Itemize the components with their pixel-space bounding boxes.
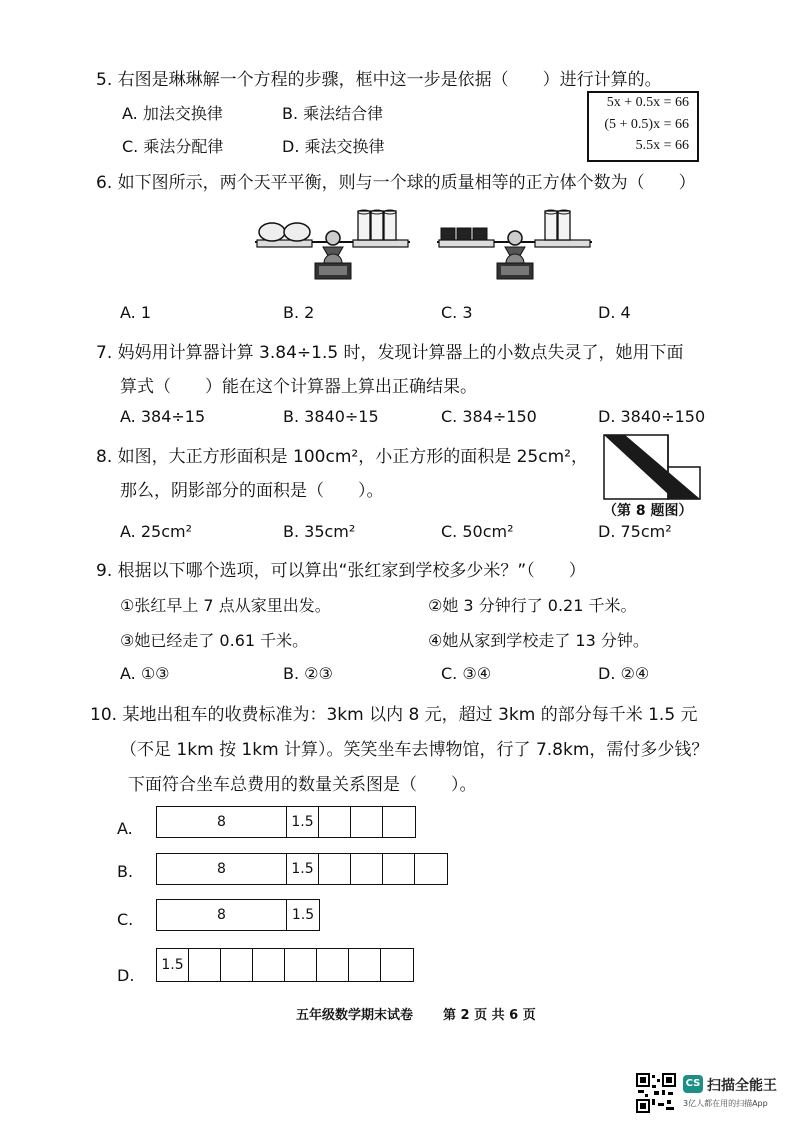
qr-code-icon: [636, 1073, 676, 1113]
watermark-brand: 扫描全能王: [707, 1078, 777, 1094]
q10-bar-b-cell: [383, 854, 415, 884]
q10-bar-a-cell: [383, 807, 415, 837]
q7-option-c: C. 384÷150: [441, 407, 537, 426]
q9-option-a: A. ①③: [120, 664, 170, 683]
q10-bar-c-unit: 1.5: [291, 907, 315, 923]
balance-scale-left: [255, 205, 410, 285]
q9-fact-1: ①张红早上 7 点从家里出发。: [120, 596, 331, 615]
q10-stem-line3: 下面符合坐车总费用的数量关系图是（ ）。: [128, 775, 477, 795]
q7-stem-line2: 算式（ ）能在这个计算器上算出正确结果。: [120, 377, 477, 397]
q5-stem: 5. 右图是琳琳解一个方程的步骤，框中这一步是依据（ ）进行计算的。: [96, 70, 662, 90]
q10-bar-d-cell: [317, 949, 349, 981]
q10-bar-d-cell: [221, 949, 253, 981]
q10-bar-a: [156, 806, 416, 838]
q8-option-b: B. 35cm²: [283, 522, 356, 541]
q5-equation-2: (5 + 0.5)x = 66: [604, 117, 689, 132]
q9-option-d: D. ②④: [598, 664, 650, 683]
q5-option-d: D. 乘法交换律: [282, 137, 385, 156]
q7-option-d: D. 3840÷150: [598, 407, 706, 426]
q8-option-c: C. 50cm²: [441, 522, 514, 541]
q6-stem: 6. 如下图所示，两个天平平衡，则与一个球的质量相等的正方体个数为（ ）: [96, 173, 696, 193]
watermark-tagline: 3亿人都在用的扫描App: [683, 1099, 768, 1108]
q10-bar-d: [156, 948, 414, 982]
q10-bar-d-unit: 1.5: [157, 949, 189, 981]
q10-label-d: D.: [117, 966, 135, 985]
q8-figure-caption: （第 8 题图）: [603, 503, 693, 519]
q9-option-c: C. ③④: [441, 664, 492, 683]
q10-bar-b: [156, 853, 448, 885]
q9-stem: 9. 根据以下哪个选项，可以算出“张红家到学校多少米？”（ ）: [96, 561, 586, 581]
q5-option-b: B. 乘法结合律: [282, 104, 384, 123]
q6-option-d: D. 4: [598, 303, 631, 322]
q10-bar-a-unit: 1.5: [287, 807, 319, 837]
q10-bar-b-base: 8: [157, 854, 287, 884]
q10-bar-b-cell: [415, 854, 447, 884]
q10-stem-line2: （不足 1km 按 1km 计算）。笑笑坐车去博物馆，行了 7.8km，需付多少钱？: [120, 740, 709, 760]
q6-option-a: A. 1: [120, 303, 152, 322]
q8-option-a: A. 25cm²: [120, 522, 192, 541]
q10-bar-b-unit: 1.5: [287, 854, 319, 884]
q10-bar-d-cell: [381, 949, 413, 981]
q8-stem-line1: 8. 如图，大正方形面积是 100cm²，小正方形的面积是 25cm²，: [96, 447, 588, 467]
q8-square-figure: [603, 434, 703, 504]
footer-title: 五年级数学期末试卷: [296, 1008, 414, 1023]
q5-equation-3: 5.5x = 66: [635, 138, 689, 153]
q10-bar-b-cell: [351, 854, 383, 884]
camscanner-logo-icon: CS: [683, 1075, 703, 1093]
q10-bar-c: [156, 899, 320, 931]
q10-bar-a-cell: [319, 807, 351, 837]
q6-option-b: B. 2: [283, 303, 315, 322]
q10-bar-c-base: 8: [157, 900, 287, 930]
q8-option-d: D. 75cm²: [598, 522, 672, 541]
q7-option-a: A. 384÷15: [120, 407, 206, 426]
q5-option-c: C. 乘法分配律: [122, 137, 224, 156]
q10-stem-line1: 10. 某地出租车的收费标准为：3km 以内 8 元，超过 3km 的部分每千米 1.5 元: [90, 705, 698, 725]
q9-fact-4: ④她从家到学校走了 13 分钟。: [428, 631, 649, 650]
footer-page-number: 第 2 页 共 6 页: [443, 1008, 536, 1023]
q10-bar-a-cell: [351, 807, 383, 837]
q9-option-b: B. ②③: [283, 664, 333, 683]
q10-label-a: A.: [117, 819, 133, 838]
q5-equation-box: [587, 91, 699, 162]
q10-label-c: C.: [117, 910, 134, 929]
q10-bar-d-cell: [349, 949, 381, 981]
q7-stem-line1: 7. 妈妈用计算器计算 3.84÷1.5 时，发现计算器上的小数点失灵了，她用下面: [96, 343, 684, 363]
q10-label-b: B.: [117, 862, 134, 881]
q6-option-c: C. 3: [441, 303, 473, 322]
q9-fact-2: ②她 3 分钟行了 0.21 千米。: [428, 596, 637, 615]
q8-stem-line2: 那么，阴影部分的面积是（ ）。: [120, 481, 384, 501]
balance-scale-right: [437, 205, 592, 285]
q5-option-a: A. 加法交换律: [122, 104, 223, 123]
q10-bar-b-cell: [319, 854, 351, 884]
q10-bar-a-base: 8: [157, 807, 287, 837]
q10-bar-d-cell: [253, 949, 285, 981]
q9-fact-3: ③她已经走了 0.61 千米。: [120, 631, 309, 650]
q10-bar-d-cell: [189, 949, 221, 981]
q5-equation-1: 5x + 0.5x = 66: [606, 95, 689, 110]
q10-bar-d-cell: [285, 949, 317, 981]
q7-option-b: B. 3840÷15: [283, 407, 379, 426]
